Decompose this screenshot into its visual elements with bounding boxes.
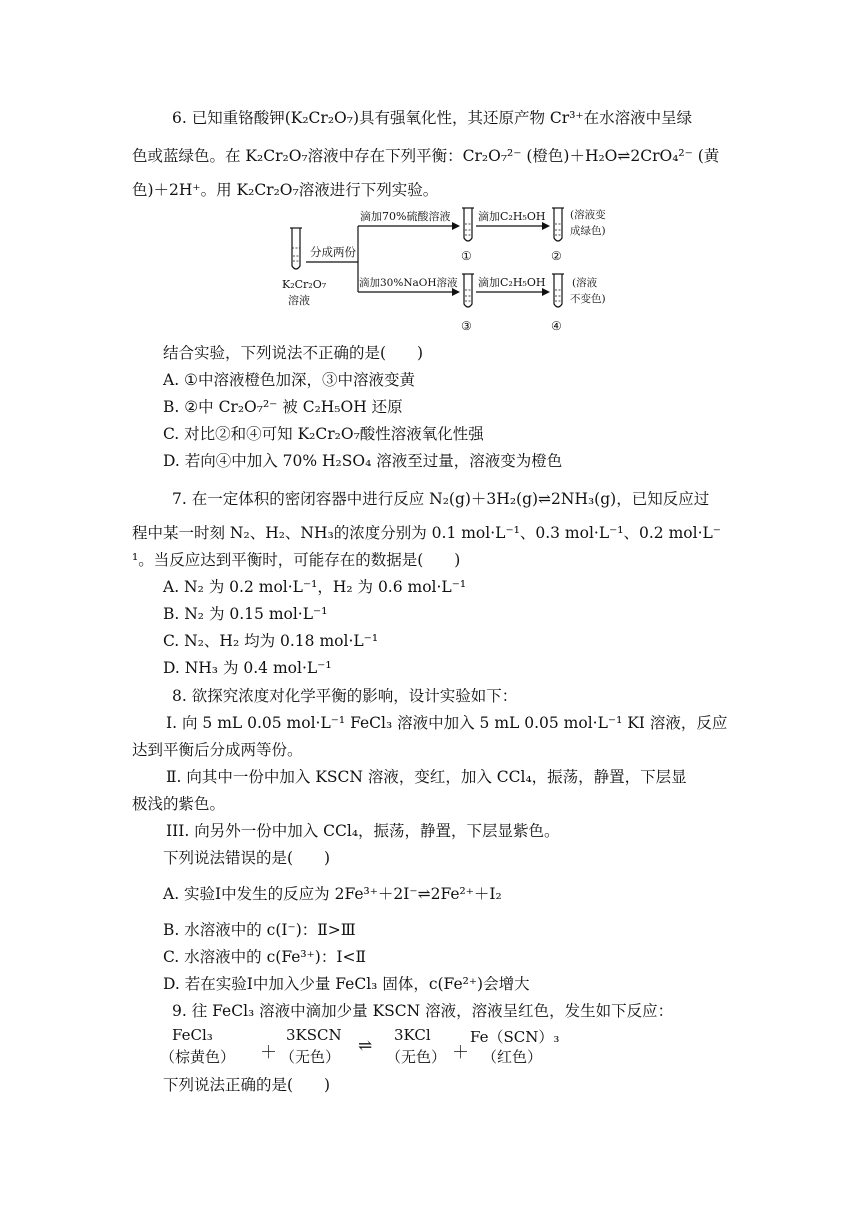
q8-option-b: B. 水溶液中的 c(I⁻)：Ⅱ>Ⅲ — [163, 921, 356, 939]
q8-stem: 下列说法错误的是( ) — [163, 849, 331, 867]
q7-line-2: 程中某一时刻 N₂、H₂、NH₃的浓度分别为 0.1 mol·L⁻¹、0.3 mol·L⁻¹、0.2 mol·L⁻ — [132, 524, 721, 542]
q7-option-b: B. N₂ 为 0.15 mol·L⁻¹ — [163, 605, 328, 623]
q8-step-1-line-2: 达到平衡后分成两等份。 — [132, 741, 303, 759]
q6-option-a: A. ①中溶液橙色加深，③中溶液变黄 — [163, 371, 415, 389]
q8-option-d: D. 若在实验Ⅰ中加入少量 FeCl₃ 固体，c(Fe²⁺)会增大 — [163, 975, 530, 993]
reactant-1-color: （棕黄色） — [160, 1048, 236, 1066]
q9-stem: 下列说法正确的是( ) — [163, 1076, 331, 1094]
reactant-2: 3KSCN — [286, 1026, 342, 1044]
q6-line-2: 色或蓝绿色。在 K₂Cr₂O₇溶液中存在下列平衡：Cr₂O₇²⁻ (橙色)＋H₂O⇌2CrO₄²⁻ (黄 — [132, 147, 720, 165]
top-step-1-label: 滴加70%硫酸溶液 — [360, 210, 451, 223]
tube-2-number: ② — [551, 249, 562, 263]
q6-stem: 结合实验，下列说法不正确的是( ) — [163, 344, 424, 362]
split-label: 分成两份 — [310, 245, 356, 259]
q8-step-3: III. 向另外一份中加入 CCl₄，振荡，静置，下层显紫色。 — [166, 822, 560, 840]
q6-option-d: D. 若向④中加入 70% H₂SO₄ 溶液至过量，溶液变为橙色 — [163, 452, 563, 470]
q7-line-3: ¹。当反应达到平衡时，可能存在的数据是( ) — [132, 551, 461, 569]
bottom-result-2: 不变色) — [570, 293, 606, 305]
start-test-tube — [290, 228, 302, 269]
reactant-1: FeCl₃ — [172, 1026, 213, 1044]
test-tube-4 — [552, 274, 564, 307]
experiment-figure — [278, 206, 628, 338]
q6-option-c: C. 对比②和④可知 K₂Cr₂O₇酸性溶液氧化性强 — [163, 425, 484, 443]
q6-option-b: B. ②中 Cr₂O₇²⁻ 被 C₂H₅OH 还原 — [163, 398, 403, 416]
start-label-2: 溶液 — [288, 294, 310, 307]
q8-step-1-line-1: Ⅰ. 向 5 mL 0.05 mol·L⁻¹ FeCl₃ 溶液中加入 5 mL 0.05 mol·L⁻¹ KI 溶液，反应 — [166, 714, 728, 732]
test-tube-1 — [462, 208, 474, 241]
plus-sign-2: ＋ — [452, 1043, 469, 1063]
product-1: 3KCl — [394, 1026, 431, 1044]
start-label-1: K₂Cr₂O₇ — [282, 278, 327, 291]
q9-equation — [160, 1026, 720, 1070]
top-result-1: (溶液变 — [570, 209, 606, 221]
q7-option-a: A. N₂ 为 0.2 mol·L⁻¹，H₂ 为 0.6 mol·L⁻¹ — [163, 578, 467, 596]
product-2: Fe（SCN）₃ — [470, 1028, 560, 1046]
top-step-2-label: 滴加C₂H₅OH — [478, 210, 546, 223]
plus-sign-1: ＋ — [260, 1043, 277, 1063]
bottom-result-1: (溶液 — [572, 277, 598, 289]
tube-1-number: ① — [461, 249, 472, 263]
q9-line-1: 9. 往 FeCl₃ 溶液中滴加少量 KSCN 溶液，溶液呈红色，发生如下反应： — [172, 1002, 674, 1020]
q8-line-1: 8. 欲探究浓度对化学平衡的影响，设计实验如下： — [172, 687, 518, 705]
q7-line-1: 7. 在一定体积的密闭容器中进行反应 N₂(g)＋3H₂(g)⇌2NH₃(g)，已知反应过 — [172, 490, 710, 508]
test-tube-3 — [462, 274, 474, 307]
bottom-step-2-label: 滴加C₂H₅OH — [478, 276, 546, 289]
product-2-color: （红色） — [482, 1048, 543, 1066]
top-result-2: 成绿色) — [570, 225, 606, 237]
q8-option-a: A. 实验Ⅰ中发生的反应为 2Fe³⁺＋2I⁻⇌2Fe²⁺＋I₂ — [163, 885, 502, 903]
equilibrium-arrow: ⇌ — [358, 1036, 373, 1056]
q8-step-2-line-1: Ⅱ. 向其中一份中加入 KSCN 溶液，变红，加入 CCl₄，振荡，静置，下层显 — [166, 768, 687, 786]
reactant-2-color: （无色） — [280, 1048, 341, 1066]
q7-option-d: D. NH₃ 为 0.4 mol·L⁻¹ — [163, 659, 332, 677]
tube-3-number: ③ — [461, 319, 472, 333]
q8-step-2-line-2: 极浅的紫色。 — [132, 795, 226, 813]
product-1-color: （无色） — [386, 1048, 447, 1066]
q6-line-1: 6. 已知重铬酸钾(K₂Cr₂O₇)具有强氧化性，其还原产物 Cr³⁺在水溶液中呈绿 — [172, 109, 693, 127]
q6-line-3: 色)＋2H⁺。用 K₂Cr₂O₇溶液进行下列实验。 — [132, 181, 439, 199]
q8-option-c: C. 水溶液中的 c(Fe³⁺)：Ⅰ<Ⅱ — [163, 948, 366, 966]
tube-4-number: ④ — [551, 319, 562, 333]
q7-option-c: C. N₂、H₂ 均为 0.18 mol·L⁻¹ — [163, 632, 379, 650]
test-tube-2 — [552, 208, 564, 241]
bottom-step-1-label: 滴加30%NaOH溶液 — [359, 277, 458, 289]
